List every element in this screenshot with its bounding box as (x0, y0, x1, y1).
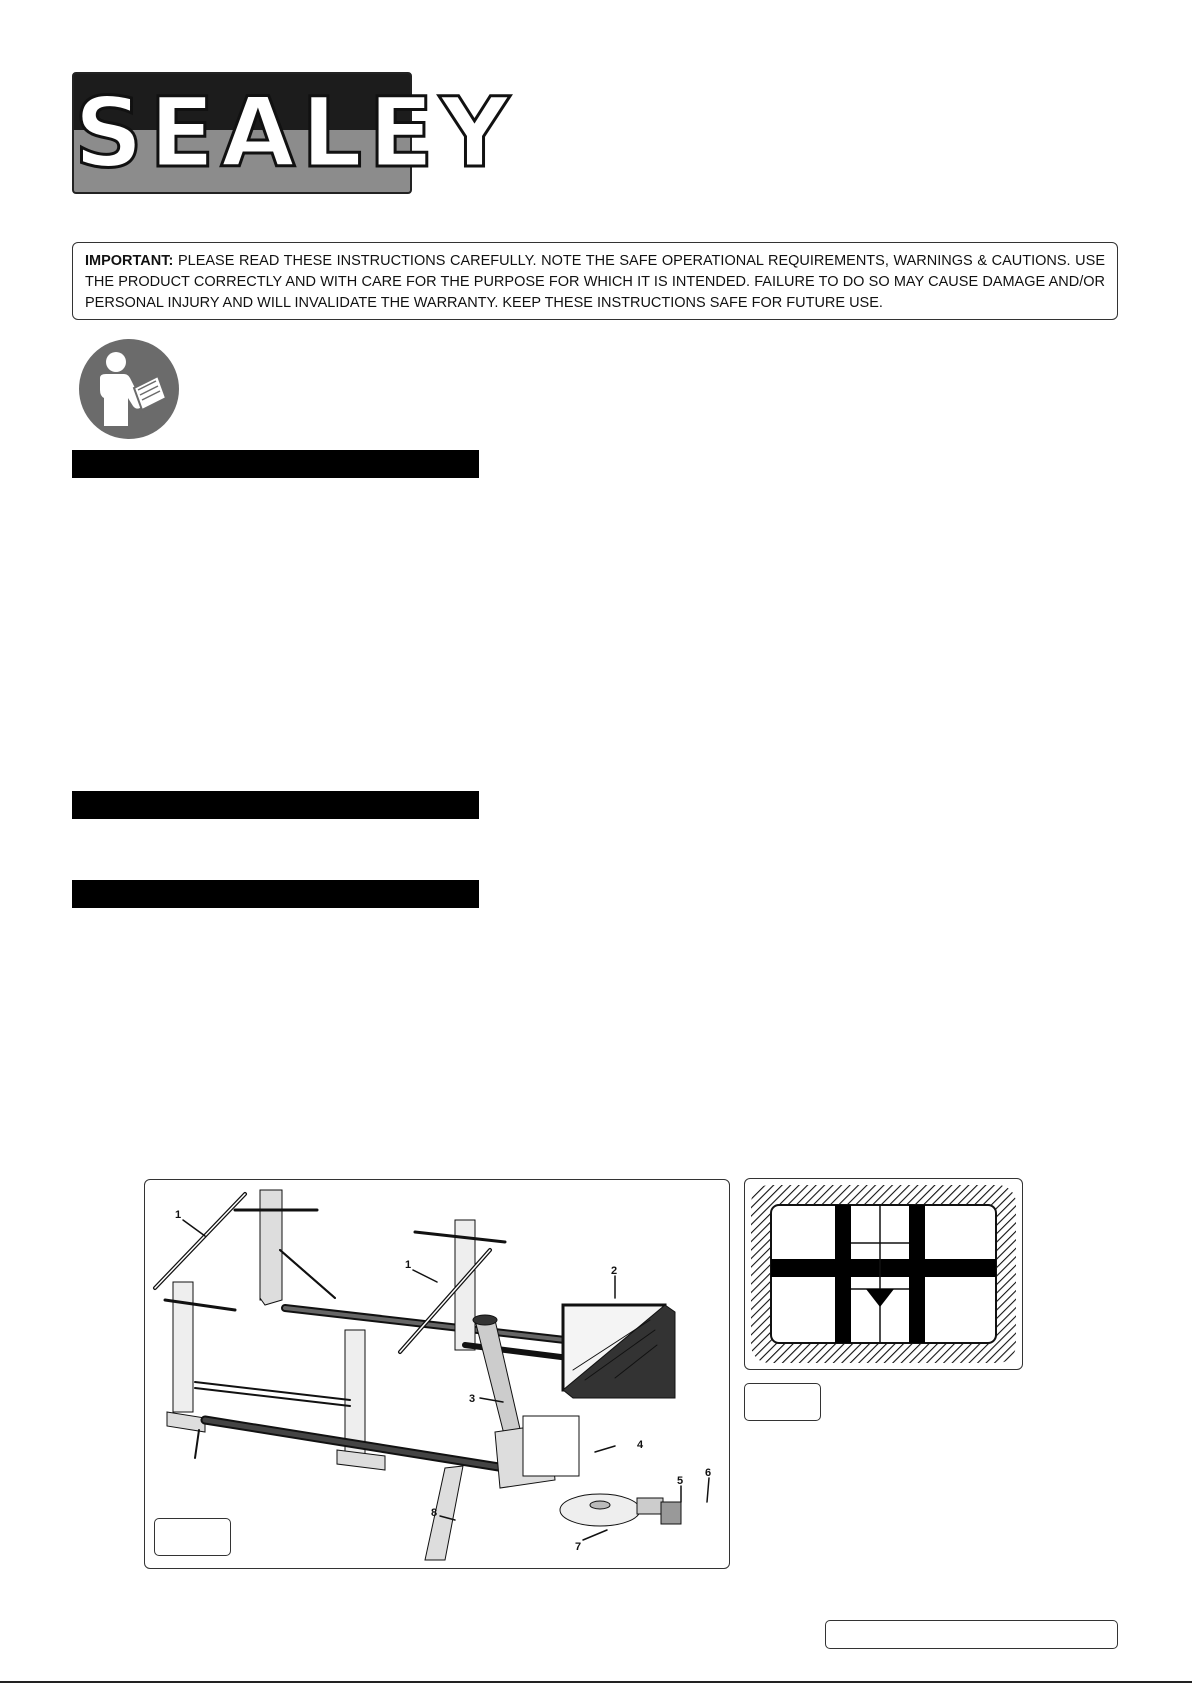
callout-3: 3 (469, 1393, 476, 1405)
figure-2-box (744, 1178, 1023, 1370)
callout-1b: 1 (405, 1259, 412, 1271)
figure-1-box (144, 1179, 730, 1569)
callout-1a: 1 (175, 1209, 182, 1221)
figure-2-label-box (744, 1383, 821, 1421)
section-bar-3 (72, 880, 479, 908)
callout-8: 8 (431, 1507, 438, 1519)
read-manual-icon (78, 338, 180, 440)
callout-5: 5 (677, 1475, 684, 1487)
section-bar-1 (72, 450, 479, 478)
callout-2: 2 (611, 1265, 618, 1277)
figure-2-illustration (745, 1179, 1022, 1369)
important-notice (72, 242, 1118, 320)
callout-7: 7 (575, 1541, 582, 1553)
notice-label: IMPORTANT: (85, 253, 174, 269)
bottom-rule (0, 1681, 1192, 1683)
figure-1-illustration (145, 1180, 729, 1568)
callout-4: 4 (637, 1439, 644, 1451)
figure-1-label-box (154, 1518, 231, 1556)
notice-text: PLEASE READ THESE INSTRUCTIONS CAREFULLY. NOTE THE SAFE OPERATIONAL REQUIREMENTS, WARNINGS & CAUTIONS. USE THE PRODUCT CORRECTLY AND WITH CARE FOR THE PURPOSE FOR WHICH IT IS INTENDED. FAILURE TO DO SO MAY CAUSE DAMAGE AND/OR PERSONAL INJURY AND WILL INVALIDATE THE WARRANTY. KEEP THESE INSTRUCTIONS SAFE FOR FUTURE USE. (85, 253, 1105, 311)
footer-reference-box (825, 1620, 1118, 1649)
logo-text: SEALEY (74, 77, 516, 189)
callout-6: 6 (705, 1467, 712, 1479)
section-bar-2 (72, 791, 479, 819)
sealey-logo (72, 72, 516, 194)
